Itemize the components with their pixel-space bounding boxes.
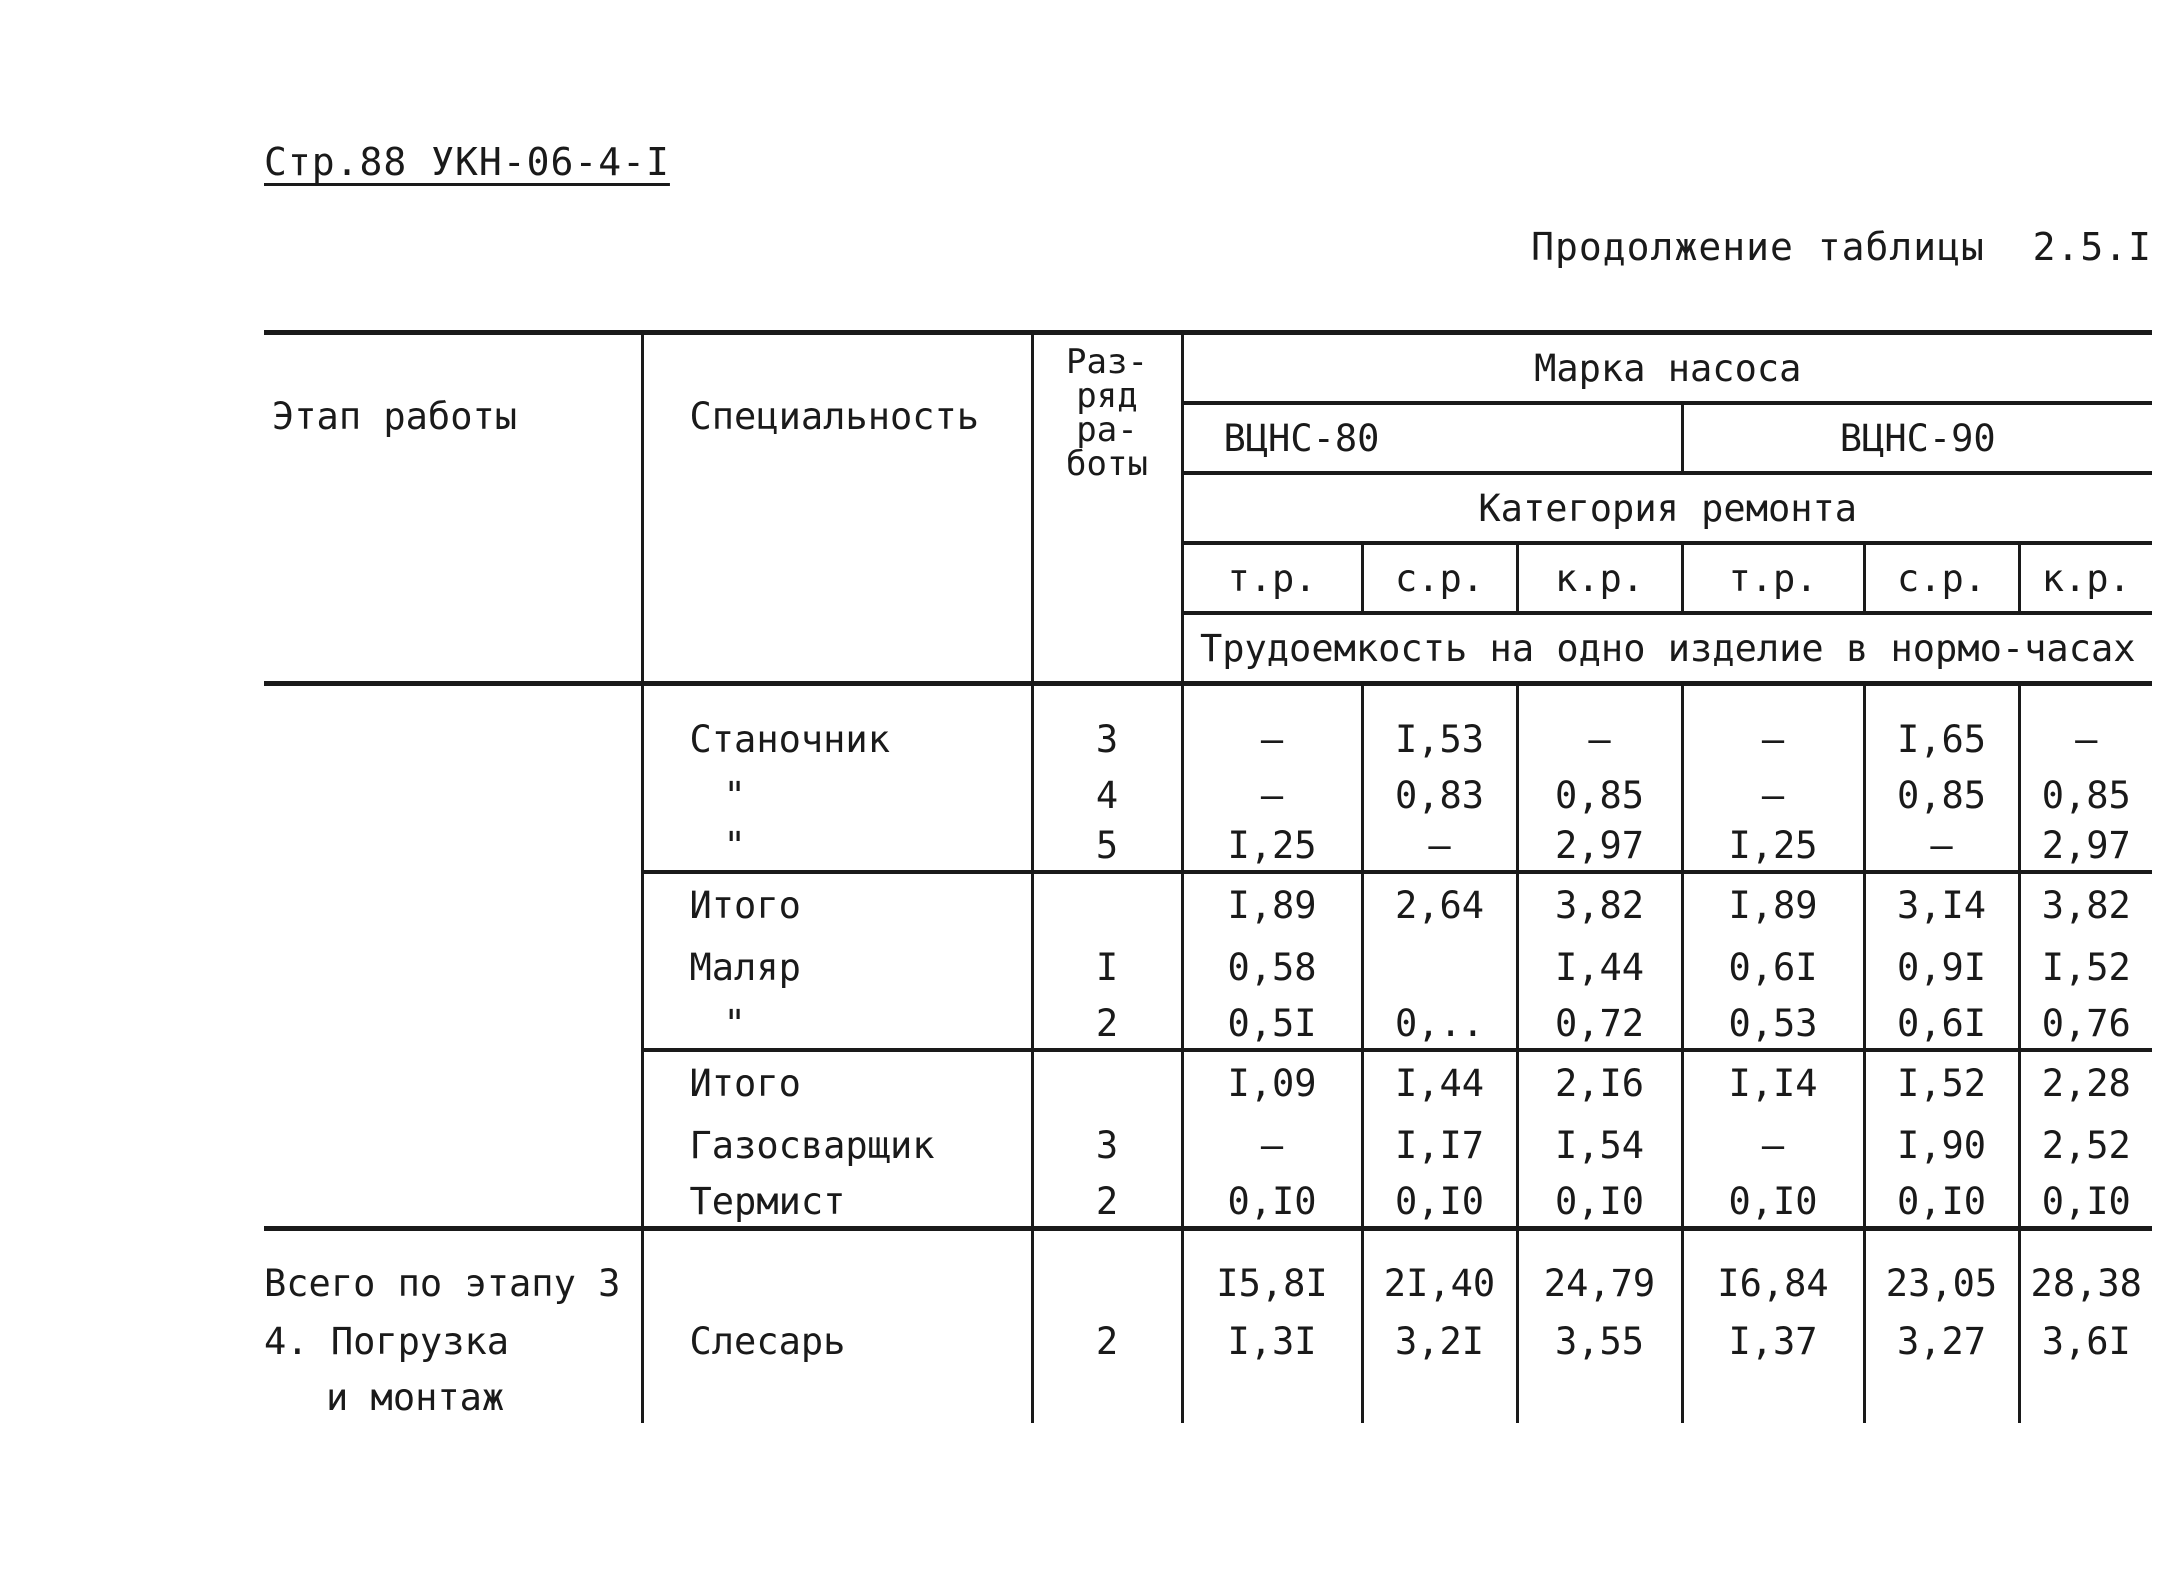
- cell-grade: 5: [1032, 820, 1182, 872]
- header-category: с.р.: [1362, 543, 1517, 613]
- cell-grade: [1032, 1373, 1182, 1423]
- cell-stage: и монтаж: [326, 1376, 505, 1419]
- cell-stage: [264, 1050, 642, 1114]
- cell-value: 3,I4: [1864, 872, 2019, 936]
- cell-specialty: Итого: [642, 872, 1032, 936]
- cell-value: 2I,40: [1362, 1229, 1517, 1311]
- cell-value: 3,27: [1864, 1311, 2019, 1373]
- cell-value: [1362, 1373, 1517, 1423]
- cell-value: –: [1517, 708, 1682, 770]
- cell-value: 0,76: [2019, 998, 2152, 1050]
- cell-value: 2,97: [1517, 820, 1682, 872]
- cell-value: [1864, 1373, 2019, 1423]
- cell-value: 2,52: [2019, 1114, 2152, 1176]
- cell-grade: 2: [1032, 1176, 1182, 1229]
- cell-value: 0,I0: [1182, 1176, 1362, 1229]
- cell-value: I6,84: [1682, 1229, 1864, 1311]
- cell-grade: [1032, 1050, 1182, 1114]
- cell-value: 0,6I: [1864, 998, 2019, 1050]
- cell-value: 0,I0: [1517, 1176, 1682, 1229]
- cell-value: 2,97: [2019, 820, 2152, 872]
- cell-value: –: [1182, 708, 1362, 770]
- table-row: [264, 708, 2152, 770]
- header-grade-line: боты: [1066, 444, 1148, 484]
- cell-value: –: [1682, 1114, 1864, 1176]
- cell-value: 0,83: [1362, 770, 1517, 820]
- cell-stage: [264, 708, 642, 770]
- table-row: [264, 1050, 2152, 1114]
- cell-grade: 2: [1032, 998, 1182, 1050]
- cell-value: [1517, 1373, 1682, 1423]
- cell-grade: 4: [1032, 770, 1182, 820]
- cell-specialty: Маляр: [642, 936, 1032, 998]
- cell-value: –: [1682, 770, 1864, 820]
- cell-value: –: [1682, 708, 1864, 770]
- cell-specialty: [642, 1373, 1032, 1423]
- table-row: [264, 770, 2152, 820]
- cell-value: I,65: [1864, 708, 2019, 770]
- cell-value: 24,79: [1517, 1229, 1682, 1311]
- cell-value: I,44: [1362, 1050, 1517, 1114]
- cell-value: 28,38: [2019, 1229, 2152, 1311]
- cell-stage: [264, 998, 642, 1050]
- header-labor-units: Трудоемкость на одно изделие в нормо-часах: [1182, 613, 2152, 684]
- header-stage: Этап работы: [264, 333, 642, 684]
- cell-value: 0,5I: [1182, 998, 1362, 1050]
- cell-value: –: [1182, 1114, 1362, 1176]
- cell-value: 2,I6: [1517, 1050, 1682, 1114]
- cell-grade: [1032, 1229, 1182, 1311]
- cell-value: 0,I0: [2019, 1176, 2152, 1229]
- cell-value: 0,..: [1362, 998, 1517, 1050]
- table-row: [264, 1114, 2152, 1176]
- cell-value: I,37: [1682, 1311, 1864, 1373]
- header-grade-line: ра-: [1076, 410, 1138, 450]
- cell-stage: [264, 770, 642, 820]
- cell-value: 0,I0: [1864, 1176, 2019, 1229]
- cell-value: I,54: [1517, 1114, 1682, 1176]
- cell-value: I,09: [1182, 1050, 1362, 1114]
- table-row: [264, 1311, 2152, 1373]
- cell-stage: Всего по этапу 3: [264, 1261, 621, 1305]
- cell-value: 0,I0: [1682, 1176, 1864, 1229]
- header-grade: [1032, 333, 1182, 684]
- table-continuation-caption: Продолжение таблицы 2.5.I: [1531, 225, 2152, 269]
- table-row: [264, 1373, 2152, 1423]
- header-grade-line: Раз-: [1066, 342, 1148, 382]
- cell-value: I,I4: [1682, 1050, 1864, 1114]
- cell-value: 0,9I: [1864, 936, 2019, 998]
- header-pump-vtsns-80: ВЦНС-80: [1182, 403, 1682, 473]
- cell-value: I,53: [1362, 708, 1517, 770]
- header-pump-vtsns-90: ВЦНС-90: [1682, 403, 2152, 473]
- table-row: [264, 998, 2152, 1050]
- table-row: [264, 936, 2152, 998]
- cell-value: –: [1182, 770, 1362, 820]
- cell-value: 3,6I: [2019, 1311, 2152, 1373]
- cell-value: 0,58: [1182, 936, 1362, 998]
- cell-grade: 2: [1032, 1311, 1182, 1373]
- cell-grade: I: [1032, 936, 1182, 998]
- cell-specialty: Слесарь: [642, 1311, 1032, 1373]
- cell-value: I5,8I: [1182, 1229, 1362, 1311]
- cell-value: 0,I0: [1362, 1176, 1517, 1229]
- header-category: т.р.: [1182, 543, 1362, 613]
- cell-value: [1182, 1373, 1362, 1423]
- table-row-total: [264, 1229, 2152, 1311]
- cell-value: 2,28: [2019, 1050, 2152, 1114]
- cell-value: [1682, 1373, 1864, 1423]
- header-grade-line: ряд: [1076, 376, 1138, 416]
- cell-value: I,I7: [1362, 1114, 1517, 1176]
- cell-stage: [264, 1114, 642, 1176]
- cell-specialty: Термист: [642, 1176, 1032, 1229]
- cell-value: I,3I: [1182, 1311, 1362, 1373]
- cell-specialty: [642, 1229, 1032, 1311]
- cell-value: 3,55: [1517, 1311, 1682, 1373]
- cell-stage: [264, 872, 642, 936]
- cell-stage: 4. Погрузка: [264, 1320, 510, 1363]
- cell-value: 0,6I: [1682, 936, 1864, 998]
- cell-stage: [264, 936, 642, 998]
- cell-value: I,25: [1182, 820, 1362, 872]
- cell-value: 23,05: [1864, 1229, 2019, 1311]
- table-row: [264, 820, 2152, 872]
- cell-specialty: Итого: [642, 1050, 1032, 1114]
- cell-grade: 3: [1032, 708, 1182, 770]
- table-row: [264, 872, 2152, 936]
- cell-value: –: [2019, 708, 2152, 770]
- cell-specialty: Станочник: [642, 708, 1032, 770]
- header-category: к.р.: [2019, 543, 2152, 613]
- page-header: Стр.88 УКН-06-4-I: [264, 140, 670, 184]
- cell-value: I,89: [1682, 872, 1864, 936]
- cell-value: [2019, 1373, 2152, 1423]
- header-repair-category: Категория ремонта: [1182, 473, 2152, 543]
- cell-stage: [264, 820, 642, 872]
- cell-value: 0,85: [1517, 770, 1682, 820]
- cell-stage: [264, 1176, 642, 1229]
- cell-grade: 3: [1032, 1114, 1182, 1176]
- cell-value: 0,72: [1517, 998, 1682, 1050]
- cell-value: –: [1362, 820, 1517, 872]
- cell-grade: [1032, 872, 1182, 936]
- cell-value: I,90: [1864, 1114, 2019, 1176]
- header-specialty: Специальность: [642, 333, 1032, 684]
- cell-value: I,44: [1517, 936, 1682, 998]
- cell-specialty: Газосварщик: [642, 1114, 1032, 1176]
- labor-table: [264, 330, 2152, 1423]
- cell-value: 3,82: [2019, 872, 2152, 936]
- table-row: [264, 1176, 2152, 1229]
- spacer-row: [264, 684, 2152, 709]
- header-category: т.р.: [1682, 543, 1864, 613]
- cell-value: I,52: [1864, 1050, 2019, 1114]
- cell-value: 3,82: [1517, 872, 1682, 936]
- cell-value: 3,2I: [1362, 1311, 1517, 1373]
- cell-value: I,89: [1182, 872, 1362, 936]
- cell-value: 0,85: [1864, 770, 2019, 820]
- cell-specialty: ": [642, 770, 1032, 820]
- cell-specialty: ": [642, 998, 1032, 1050]
- cell-value: 0,85: [2019, 770, 2152, 820]
- header-category: к.р.: [1517, 543, 1682, 613]
- cell-value: I,52: [2019, 936, 2152, 998]
- cell-value: 0,53: [1682, 998, 1864, 1050]
- cell-value: 2,64: [1362, 872, 1517, 936]
- cell-value: [1362, 936, 1517, 998]
- cell-value: –: [1864, 820, 2019, 872]
- header-category: с.р.: [1864, 543, 2019, 613]
- cell-value: I,25: [1682, 820, 1864, 872]
- header-pump-brand: Марка насоса: [1182, 333, 2152, 404]
- cell-specialty: ": [642, 820, 1032, 872]
